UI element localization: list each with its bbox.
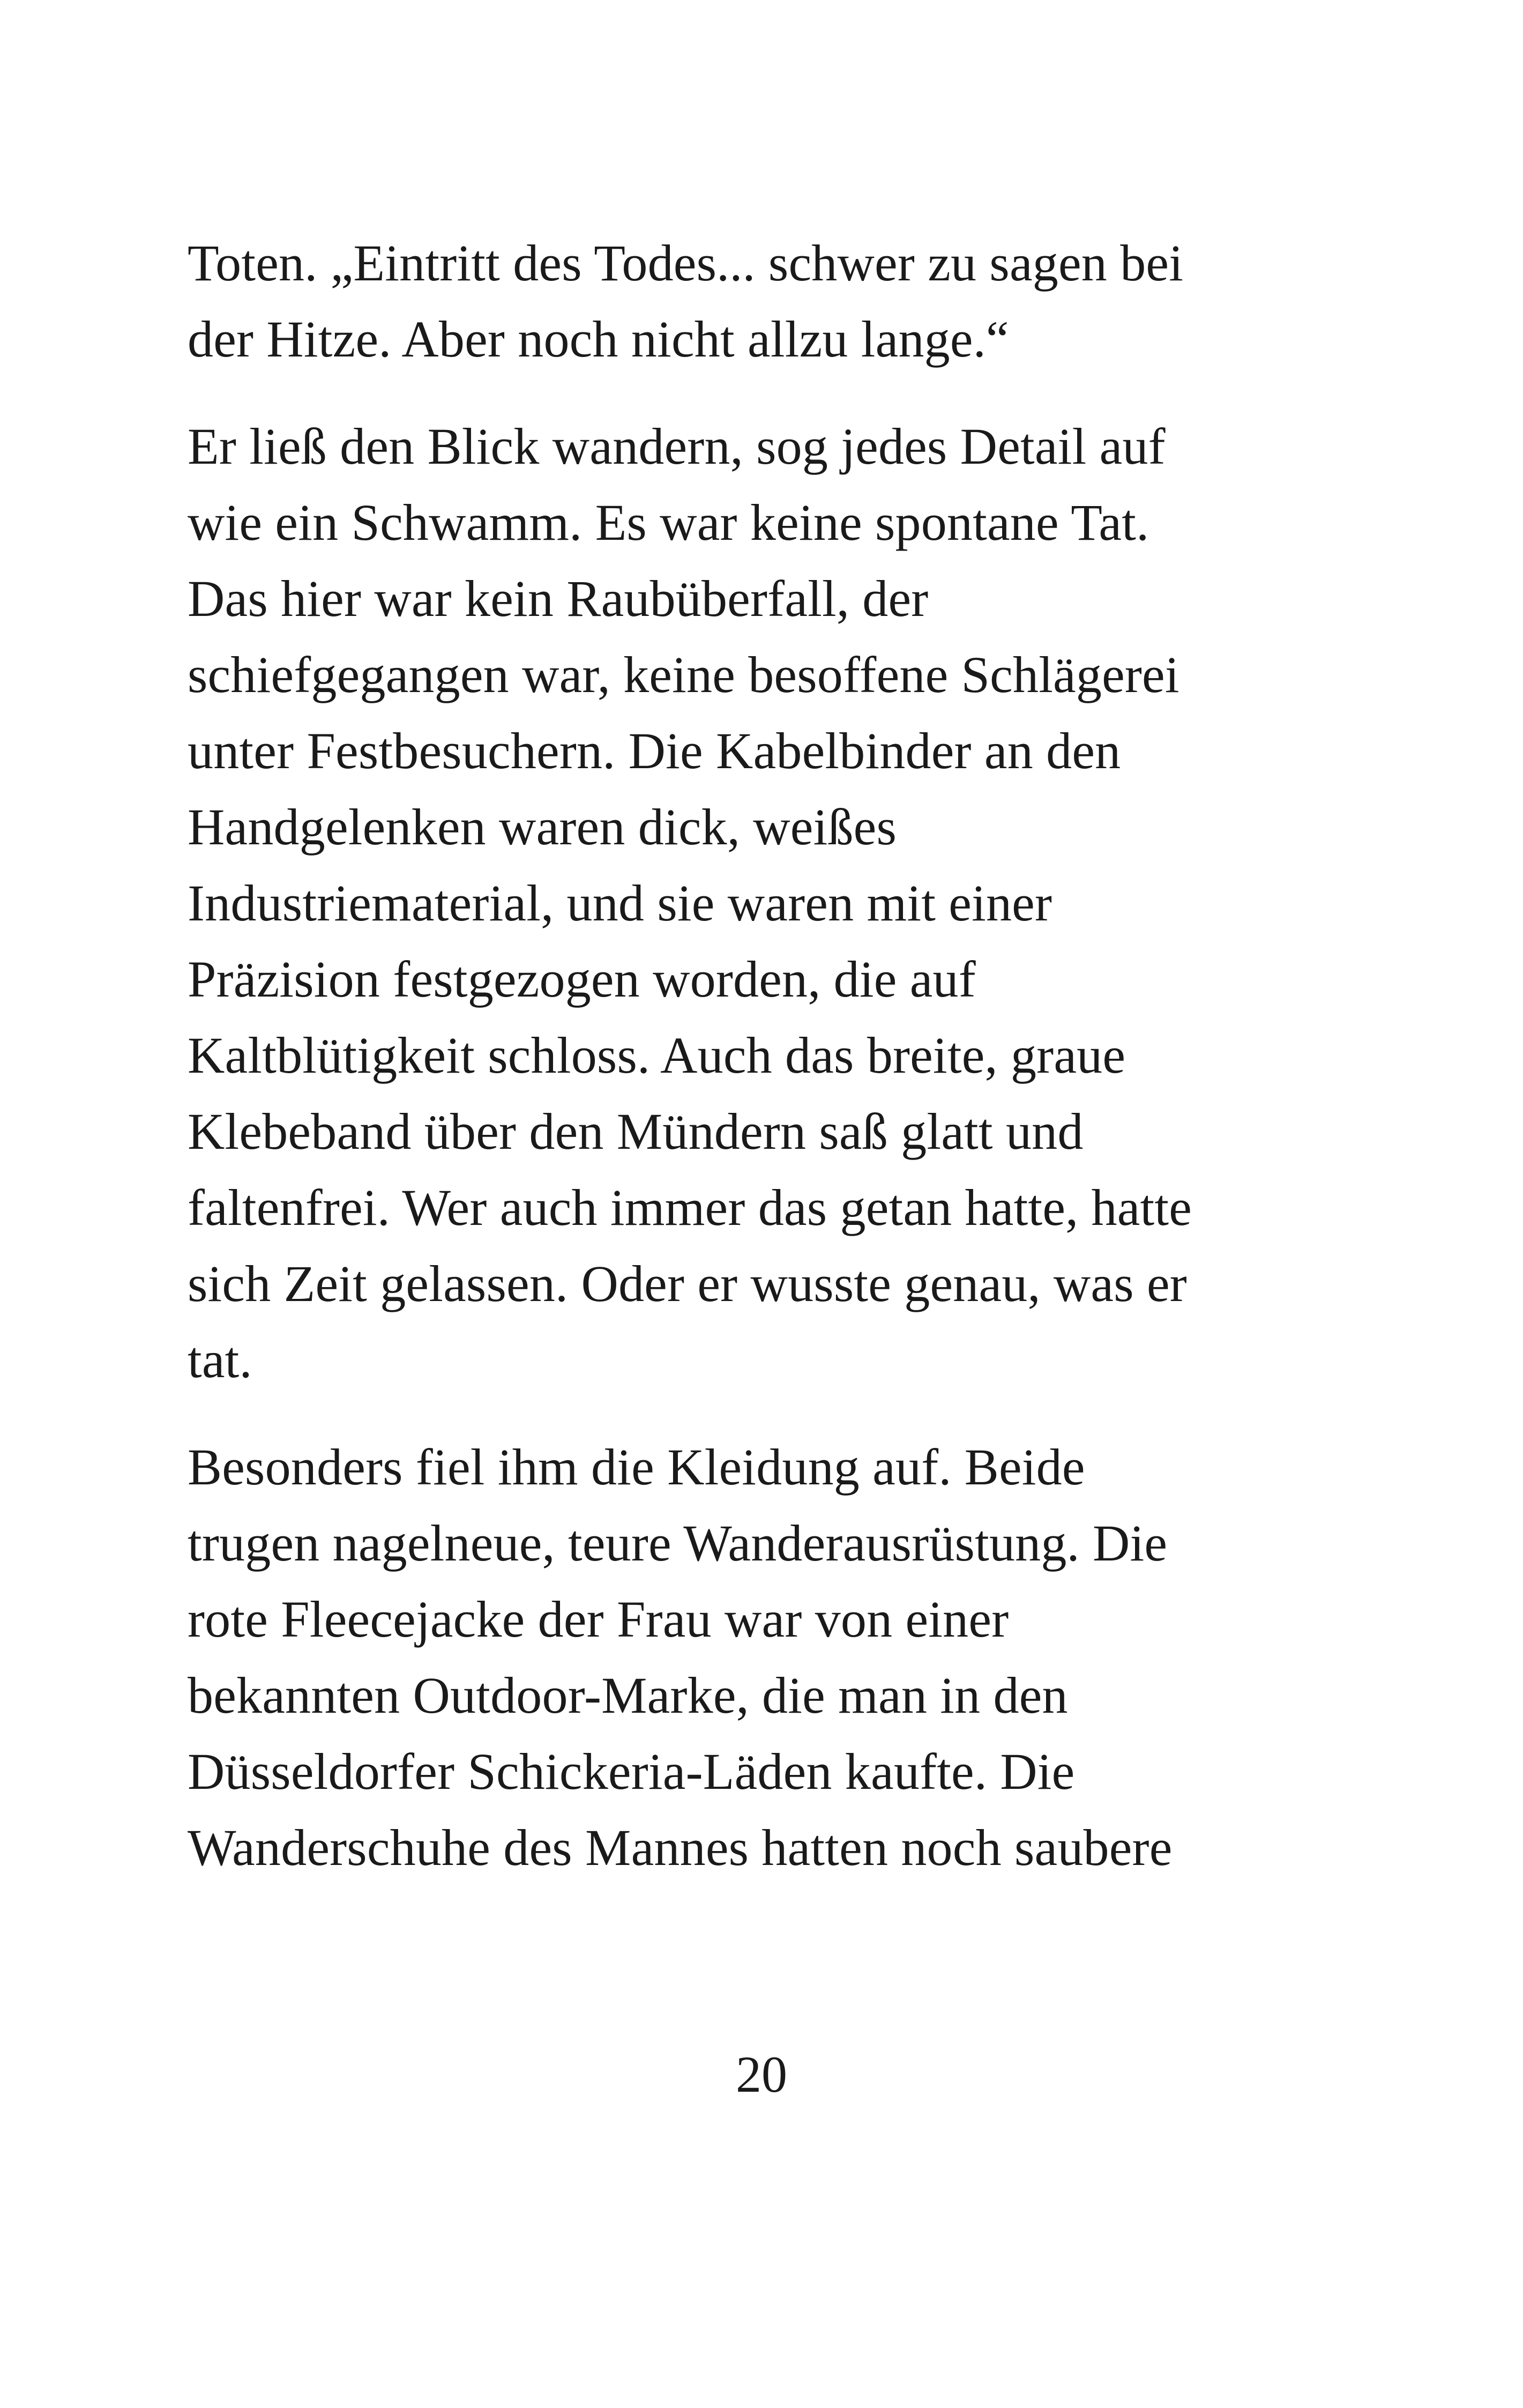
text-line: Er ließ den Blick wandern, sog jedes Detail auf	[188, 418, 1166, 475]
text-line: schiefgegangen war, keine besoffene Schlägerei	[188, 646, 1179, 703]
text-line: der Hitze. Aber noch nicht allzu lange.“	[188, 310, 1009, 368]
text-line: Kaltblütigkeit schloss. Auch das breite, graue	[188, 1027, 1126, 1084]
text-line: rote Fleecejacke der Frau war von einer	[188, 1591, 1009, 1648]
text-line: faltenfrei. Wer auch immer das getan hatte, hatte	[188, 1179, 1192, 1236]
text-line: Besonders fiel ihm die Kleidung auf. Beide	[188, 1438, 1085, 1496]
text-line: Präzision festgezogen worden, die auf	[188, 950, 976, 1008]
text-line: Klebeband über den Mündern saß glatt und	[188, 1103, 1084, 1160]
text-line: tat.	[188, 1331, 252, 1388]
text-line: unter Festbesuchern. Die Kabelbinder an den	[188, 722, 1121, 779]
text-line: Toten. „Eintritt des Todes... schwer zu sagen bei	[188, 234, 1184, 292]
text-line: sich Zeit gelassen. Oder er wusste genau, was er	[188, 1255, 1187, 1312]
text-line: Industriematerial, und sie waren mit einer	[188, 874, 1052, 932]
text-line: Düsseldorfer Schickeria-Läden kaufte. Die	[188, 1743, 1075, 1800]
text-line: wie ein Schwamm. Es war keine spontane Tat.	[188, 494, 1149, 551]
body-text	[188, 225, 1367, 1886]
text-line: Das hier war kein Raubüberfall, der	[188, 570, 929, 627]
paragraph-2	[188, 408, 1367, 1398]
text-line: trugen nagelneue, teure Wanderausrüstung. Die	[188, 1514, 1168, 1572]
paragraph-3	[188, 1429, 1367, 1886]
text-line: Wanderschuhe des Mannes hatten noch saubere	[188, 1819, 1173, 1876]
text-line: Handgelenken waren dick, weißes	[188, 798, 897, 856]
paragraph-1	[188, 225, 1367, 377]
text-line: bekannten Outdoor-Marke, die man in den	[188, 1667, 1068, 1724]
page-number: 20	[736, 2046, 787, 2103]
